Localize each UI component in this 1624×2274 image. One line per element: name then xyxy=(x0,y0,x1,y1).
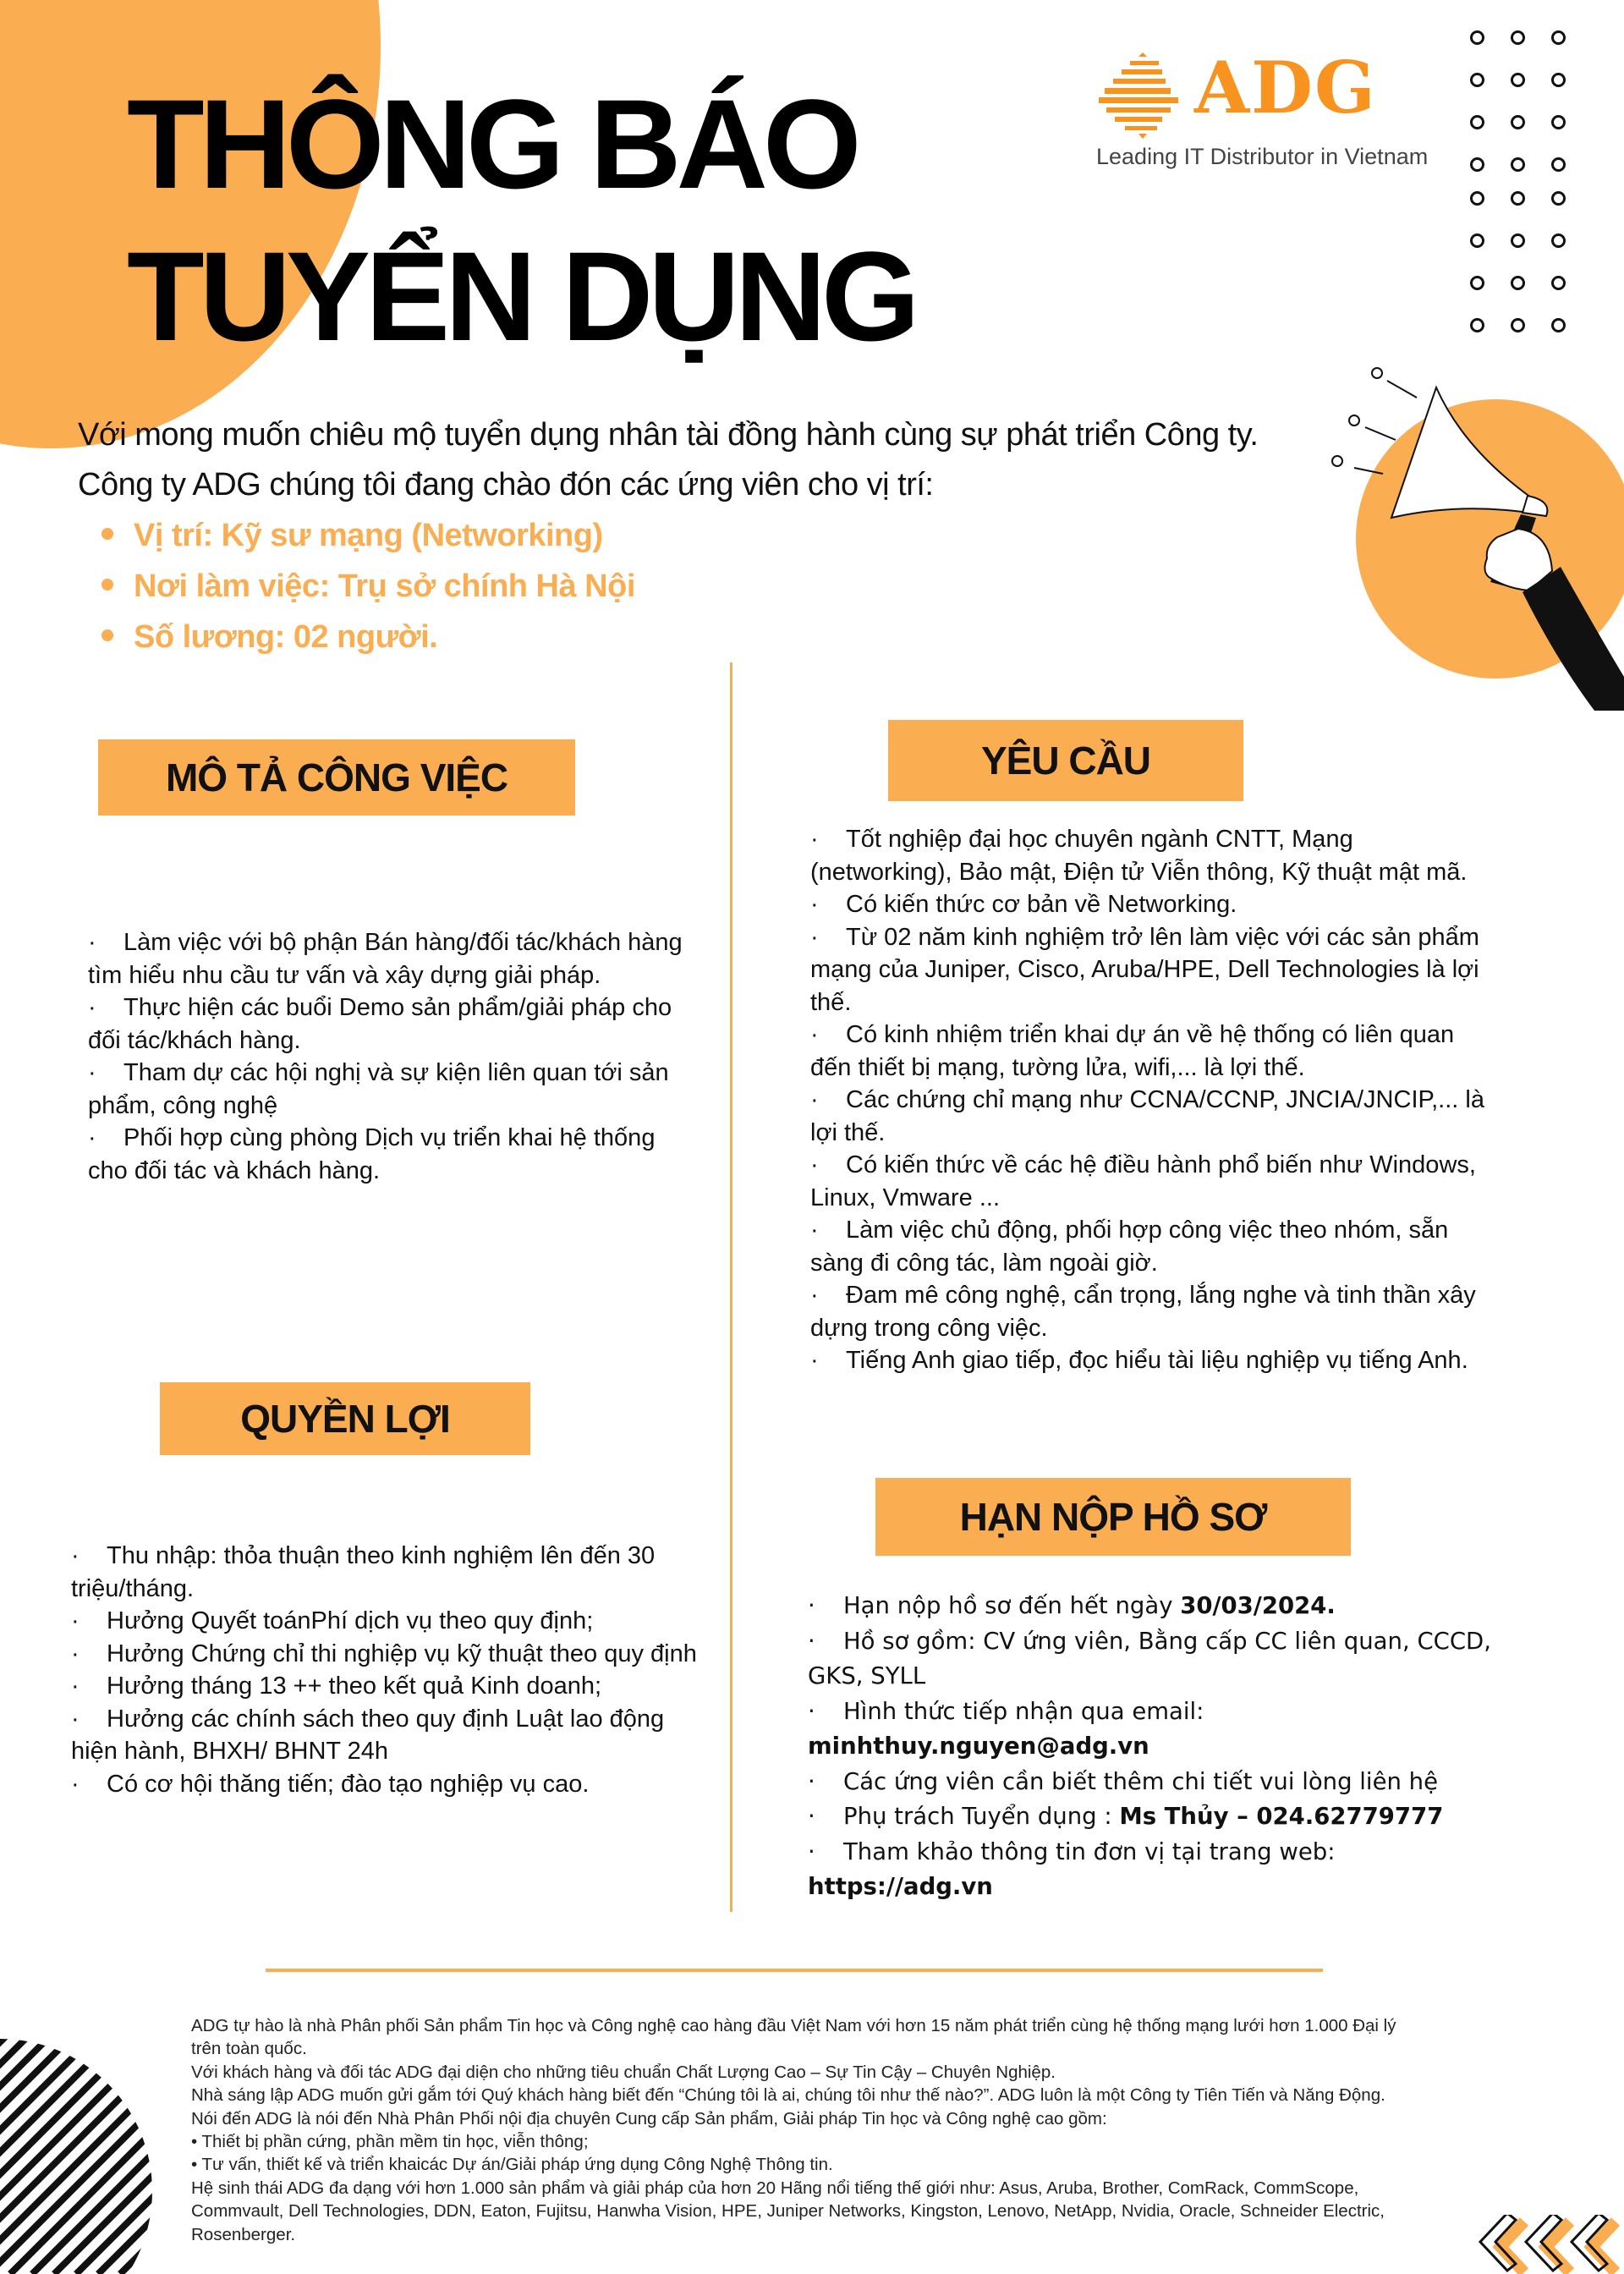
footer-line: Với khách hàng và đối tác ADG đại diện cho những tiêu chuẩn Chất Lượng Cao – Sự Tin Cậy – Chuyên Nghiệp. xyxy=(191,2062,1056,2082)
page-title-line-1: THÔNG BÁO xyxy=(127,73,857,215)
stripes-decoration xyxy=(0,2022,169,2274)
footer-line: Nói đến ADG là nói đến Nhà Phân Phối nội địa chuyên Cung cấp Sản phẩm, Giải pháp Tin học và Công nghệ cao gồm: xyxy=(191,2108,1107,2128)
list-item xyxy=(71,1605,697,1638)
highlight-text: Nơi làm việc: Trụ sở chính Hà Nội xyxy=(134,568,635,604)
grid-dot xyxy=(1551,276,1566,290)
list-item-text: Hưởng các chính sách theo quy định Luật lao động hiện hành, BHXH/ BHNT 24h xyxy=(71,1705,665,1765)
grid-dot xyxy=(1551,318,1566,332)
footer-line: Commvault, Dell Technologies, DDN, Eaton, Fujitsu, Hanwha Vision, HPE, Juniper Networks, Kingston, Lenovo, NetApp, Nvidia, Oracle, Schneider Electric, xyxy=(191,2201,1385,2222)
list-item-text: Có cơ hội thăng tiến; đào tạo nghiệp vụ cao. xyxy=(107,1770,590,1798)
footer-divider xyxy=(266,1969,1323,1972)
bullet-icon: · xyxy=(88,1124,96,1151)
deadline-list xyxy=(808,1589,1510,1905)
bullet-icon: · xyxy=(71,1640,80,1667)
contact-note-item: · Các ứng viên cần biết thêm chi tiết vui lòng liên hệ xyxy=(808,1767,1439,1795)
bullet-icon xyxy=(102,629,113,641)
list-item-text: Các chứng chỉ mạng như CCNA/CCNP, JNCIA/JNCIP,... là lợi thế. xyxy=(810,1086,1484,1146)
list-item xyxy=(810,1279,1487,1344)
website-link[interactable]: https://adg.vn xyxy=(808,1873,993,1900)
grid-dot xyxy=(1511,191,1525,206)
grid-dot xyxy=(1470,191,1484,206)
footer-line: Hệ sinh thái ADG đa dạng với hơn 1.000 sản phẩm và giải pháp của hơn 20 Hãng nổi tiếng thế giới như: Asus, Aruba, Brother, ComRack, CommScope, xyxy=(191,2178,1359,2198)
grid-dot xyxy=(1551,233,1566,248)
grid-dot xyxy=(1551,73,1566,87)
page-title-line-2: TUYỂN DỤNG xyxy=(127,225,915,367)
bullet-icon: · xyxy=(71,1673,80,1700)
bullet-icon: · xyxy=(810,1151,819,1178)
column-divider xyxy=(730,662,732,1912)
bullet-icon: · xyxy=(810,891,819,918)
grid-dot xyxy=(1470,318,1484,332)
bullet-icon: · xyxy=(810,1217,819,1244)
grid-dot xyxy=(1511,73,1525,87)
adg-logo-tagline: Leading IT Distributor in Vietnam xyxy=(1096,144,1429,169)
list-item xyxy=(71,1703,697,1768)
list-item-text: Có kinh nhiệm triển khai dự án về hệ thống có liên quan đến thiết bị mạng, tường lửa, wifi,... là lợi thế. xyxy=(810,1021,1455,1081)
email-label-item: · Hình thức tiếp nhận qua email: xyxy=(808,1697,1204,1725)
intro-line-1: Với mong muốn chiêu mộ tuyển dụng nhân tài đồng hành cùng sự phát triển Công ty. xyxy=(78,417,1259,453)
highlight-quantity xyxy=(102,619,437,656)
stripe xyxy=(164,2022,169,2274)
list-item-text: Thực hiện các buổi Demo sản phẩm/giải pháp cho đối tác/khách hàng. xyxy=(88,994,672,1054)
section-title: MÔ TẢ CÔNG VIỆC xyxy=(165,755,508,799)
grid-dot xyxy=(1511,276,1525,290)
footer-line: Rosenberger. xyxy=(191,2224,296,2244)
bullet-icon: · xyxy=(88,994,96,1021)
grid-dot xyxy=(1551,157,1566,172)
list-item-text: Tốt nghiệp đại học chuyên ngành CNTT, Mạng (networking), Bảo mật, Điện tử Viễn thông, Kỹ thuật mật mã. xyxy=(810,826,1468,886)
stripe xyxy=(120,2022,169,2274)
megaphone-icon xyxy=(1320,355,1624,711)
bullet-icon: · xyxy=(88,929,96,956)
section-header-deadline xyxy=(875,1478,1351,1556)
grid-dot xyxy=(1511,157,1525,172)
documents-item: · Hồ sơ gồm: CV ứng viên, Bằng cấp CC liên quan, CCCD, GKS, SYLL xyxy=(808,1627,1491,1689)
list-item-text: Tiếng Anh giao tiếp, đọc hiểu tài liệu nghiệp vụ tiếng Anh. xyxy=(846,1347,1468,1374)
highlight-text: Vị trí: Kỹ sư mạng (Networking) xyxy=(134,518,603,553)
recruiter-contact: Ms Thủy – 024.62779777 xyxy=(1119,1803,1444,1830)
list-item xyxy=(810,1149,1487,1214)
list-item xyxy=(810,1214,1487,1279)
list-item xyxy=(810,1344,1487,1377)
list-item xyxy=(71,1638,697,1671)
footer-line: • Tư vấn, thiết kế và triển khaicác Dự án/Giải pháp ứng dụng Công Nghệ Thông tin. xyxy=(191,2155,833,2175)
grid-dot xyxy=(1511,115,1525,129)
bullet-icon: · xyxy=(810,1282,819,1309)
footer-line: trên toàn quốc. xyxy=(191,2039,307,2059)
recruiter-item: · Phụ trách Tuyển dụng : Ms Thủy – 024.62779777 xyxy=(808,1803,1444,1830)
deadline-date: 30/03/2024. xyxy=(1180,1592,1336,1619)
list-item xyxy=(810,823,1487,888)
list-item xyxy=(88,926,697,991)
footer-line: ADG tự hào là nhà Phân phối Sản phẩm Tin học và Công nghệ cao hàng đầu Việt Nam với hơn 15 năm phát triển cùng hệ thống mạng lưới hơn 1.000 Đại lý xyxy=(191,2016,1396,2035)
grid-dot xyxy=(1470,276,1484,290)
benefits-list xyxy=(71,1540,697,1800)
section-title: QUYỀN LỢI xyxy=(240,1397,450,1441)
list-item xyxy=(810,921,1487,1019)
list-item xyxy=(71,1670,697,1703)
grid-dot xyxy=(1511,318,1525,332)
bullet-icon: · xyxy=(71,1705,80,1733)
grid-dot xyxy=(1511,233,1525,248)
grid-dot xyxy=(1551,191,1566,206)
bullet-icon: · xyxy=(810,826,819,853)
bullet-icon: · xyxy=(810,923,819,951)
list-item-text: Hưởng Quyết toánPhí dịch vụ theo quy định; xyxy=(107,1607,594,1634)
grid-dot xyxy=(1470,157,1484,172)
list-item-text: Hưởng Chứng chỉ thi nghiệp vụ kỹ thuật theo quy định xyxy=(107,1640,697,1667)
grid-dot xyxy=(1551,115,1566,129)
highlight-position xyxy=(102,518,603,554)
section-title: YÊU CẦU xyxy=(980,739,1151,783)
list-item-text: Có kiến thức cơ bản về Networking. xyxy=(846,891,1237,918)
list-item xyxy=(810,888,1487,921)
section-title: HẠN NỘP HỒ SƠ xyxy=(959,1495,1267,1539)
chevrons-decoration xyxy=(1472,2215,1624,2274)
intro-line-2: Công ty ADG chúng tôi đang chào đón các ứng viên cho vị trí: xyxy=(78,467,934,503)
list-item xyxy=(88,1057,697,1122)
section-header-benefits xyxy=(160,1382,530,1455)
list-item-text: Có kiến thức về các hệ điều hành phổ biến như Windows, Linux, Vmware ... xyxy=(810,1151,1476,1211)
grid-dot xyxy=(1470,73,1484,87)
list-item-text: Thu nhập: thỏa thuận theo kinh nghiệm lên đến 30 triệu/tháng. xyxy=(71,1542,656,1602)
grid-dot xyxy=(1470,115,1484,129)
grid-dot xyxy=(1511,30,1525,45)
bullet-icon: · xyxy=(810,1021,819,1048)
list-item xyxy=(71,1540,697,1605)
contact-email-link[interactable]: minhthuy.nguyen@adg.vn xyxy=(808,1733,1149,1760)
list-item-text: Từ 02 năm kinh nghiệm trở lên làm việc với các sản phẩm mạng của Juniper, Cisco, Aruba/HPE, Dell Technologies là lợi thế. xyxy=(810,923,1479,1016)
highlight-text: Số lương: 02 người. xyxy=(134,619,438,655)
bullet-icon xyxy=(102,579,113,590)
bullet-icon: · xyxy=(810,1347,819,1374)
job-description-list xyxy=(88,926,697,1187)
bullet-icon: · xyxy=(71,1770,80,1798)
bullet-icon xyxy=(102,528,113,540)
footer-line: Nhà sáng lập ADG muốn gửi gắm tới Quý khách hàng biết đến “Chúng tôi là ai, chúng tôi như thế nào?”. ADG luôn là một Công ty Tiên Tiến và Năng Động. xyxy=(191,2085,1385,2106)
grid-dot xyxy=(1470,30,1484,45)
top-left-orange-circle xyxy=(0,0,381,448)
list-item-text: Tham dự các hội nghị và sự kiện liên quan tới sản phẩm, công nghệ xyxy=(88,1059,669,1119)
list-item xyxy=(88,991,697,1057)
list-item-text: Đam mê công nghệ, cẩn trọng, lắng nghe và tinh thần xây dựng trong công việc. xyxy=(810,1282,1476,1342)
grid-dot xyxy=(1470,233,1484,248)
list-item-text: Làm việc chủ động, phối hợp công việc theo nhóm, sẵn sàng đi công tác, làm ngoài giờ. xyxy=(810,1217,1449,1277)
list-item xyxy=(810,1019,1487,1084)
deadline-item: · Hạn nộp hồ sơ đến hết ngày 30/03/2024. xyxy=(808,1592,1336,1619)
website-label-item: · Tham khảo thông tin đơn vị tại trang web: xyxy=(808,1837,1336,1865)
grid-dot xyxy=(1551,30,1566,45)
footer-line: • Thiết bị phần cứng, phần mềm tin học, viễn thông; xyxy=(191,2132,589,2152)
section-header-job-description xyxy=(98,739,575,816)
list-item xyxy=(71,1768,697,1801)
stripe xyxy=(0,2022,66,2274)
adg-logo-diamond-icon xyxy=(1096,49,1189,142)
list-item-text: Phối hợp cùng phòng Dịch vụ triển khai hệ thống cho đối tác và khách hàng. xyxy=(88,1124,656,1184)
list-item xyxy=(810,1084,1487,1149)
bullet-icon: · xyxy=(71,1607,80,1634)
section-header-requirements xyxy=(888,720,1243,801)
adg-logo xyxy=(1096,46,1435,176)
list-item-text: Hưởng tháng 13 ++ theo kết quả Kinh doanh; xyxy=(107,1673,602,1700)
list-item xyxy=(88,1122,697,1187)
bullet-icon: · xyxy=(88,1059,96,1086)
adg-logo-wordmark: ADG xyxy=(1194,46,1377,129)
requirements-list xyxy=(810,823,1487,1377)
list-item-text: Làm việc với bộ phận Bán hàng/đối tác/khách hàng tìm hiểu nhu cầu tư vấn và xây dựng giải pháp. xyxy=(88,929,683,989)
highlight-location xyxy=(102,568,635,605)
company-about xyxy=(191,2014,1544,2246)
bullet-icon: · xyxy=(71,1542,80,1569)
stripe xyxy=(142,2022,169,2274)
bullet-icon: · xyxy=(810,1086,819,1113)
